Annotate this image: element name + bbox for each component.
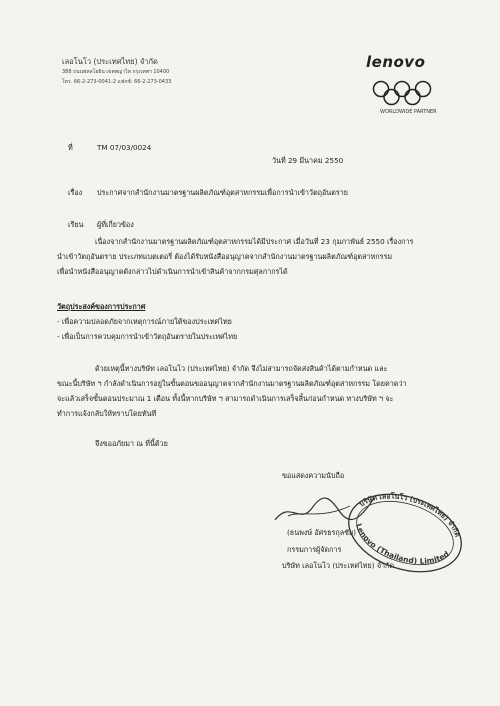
stamp-bottom-text: Lenovo (Thailand) Limited bbox=[354, 522, 451, 566]
worldwide-partner-label: WORLDWIDE PARTNER bbox=[380, 109, 437, 115]
stamp-top-text: บริษัท เลอโนโว (ประเทศไทย) จำกัด bbox=[357, 492, 462, 539]
signer-title: กรรมการผู้จัดการ bbox=[287, 545, 342, 554]
subject-label: เรื่อง bbox=[68, 188, 83, 197]
olympic-rings-icon bbox=[370, 80, 434, 106]
objective-heading: วัตถุประสงค์ของการประกาศ bbox=[57, 302, 146, 311]
ref-label: ที่ bbox=[68, 143, 73, 152]
company-address: 388 ถนนพหลโยธิน เขตพญาไท กรุงเทพฯ 10400 bbox=[62, 69, 170, 75]
signer-company: บริษัท เลอโนโว (ประเทศไทย) จำกัด bbox=[282, 561, 395, 570]
para1-line: เนื่องจากสำนักงานมาตรฐานผลิตภัณฑ์อุตสาหกรรมได้มีประกาศ เมื่อวันที่ 23 กุมภาพันธ์ 2550 เรื่องการ bbox=[95, 237, 414, 246]
ref-number: TM 07/03/0024 bbox=[97, 143, 152, 152]
para2-line: ด้วยเหตุนี้ทางบริษัท เลอโนโว (ประเทศไทย) จำกัด จึงไม่สามารถจัดส่งสินค้าได้ตามกำหนด และ bbox=[95, 364, 388, 373]
subject-text: ประกาศจากสำนักงานมาตรฐานผลิตภัณฑ์อุตสาหกรรมเพื่อการนำเข้าวัตถุอันตราย bbox=[97, 188, 348, 197]
apology-line: จึงขออภัยมา ณ ที่นี้ด้วย bbox=[95, 439, 168, 448]
objective-item: - เพื่อความปลอดภัยจากเหตุการณ์ภายใต้ของประเทศไทย bbox=[57, 317, 232, 326]
company-stamp-icon bbox=[340, 488, 470, 578]
to-text: ผู้ที่เกี่ยวข้อง bbox=[97, 220, 134, 229]
signer-name: (ธนพงษ์ อัศรธรกุลชัย) bbox=[287, 528, 357, 537]
para2-line: ขณะนี้บริษัท ฯ กำลังดำเนินการอยู่ในขั้นตอนขออนุญาตจากสำนักงานมาตรฐานผลิตภัณฑ์อุตสาหกรรม โดยคาดว่า bbox=[57, 379, 407, 388]
para1-line: เพื่อนำหนังสืออนุญาตดังกล่าวไปดำเนินการนำเข้าสินค้าจากกรมศุลกากรได้ bbox=[57, 267, 288, 276]
para1-line: นำเข้าวัตถุอันตราย ประเภทแบตเตอรี่ ต้องได้รับหนังสืออนุญาตจากสำนักงานมาตรฐานผลิตภัณฑ์อุตสาหกรรม bbox=[57, 252, 393, 261]
objective-item: - เพื่อเป็นการควบคุมการนำเข้าวัตถุอันตรายในประเทศไทย bbox=[57, 332, 238, 341]
svg-text:บริษัท เลอโนโว (ประเทศไทย) จำก bbox=[356, 488, 468, 540]
company-name: เลอโนโว (ประเทศไทย) จำกัด bbox=[62, 57, 158, 66]
company-contact: โทร. 66-2-273-0041-2 แฟกซ์: 66-2-273-0433 bbox=[62, 79, 172, 85]
to-label: เรียน bbox=[68, 220, 84, 229]
para2-line: จะแล้วเสร็จขั้นตอนประมาณ 1 เดือน ทั้งนี้หากบริษัท ฯ สามารถดำเนินการเสร็จสิ้นก่อนกำหนด ทางบริษัท ฯ จะ bbox=[57, 394, 394, 403]
para2-line: ทำการแจ้งกลับให้ทราบโดยทันที bbox=[57, 409, 157, 418]
letter-date: วันที่ 29 มีนาคม 2550 bbox=[272, 156, 344, 165]
lenovo-logo: lenovo bbox=[366, 53, 426, 71]
closing: ขอแสดงความนับถือ bbox=[282, 471, 345, 480]
